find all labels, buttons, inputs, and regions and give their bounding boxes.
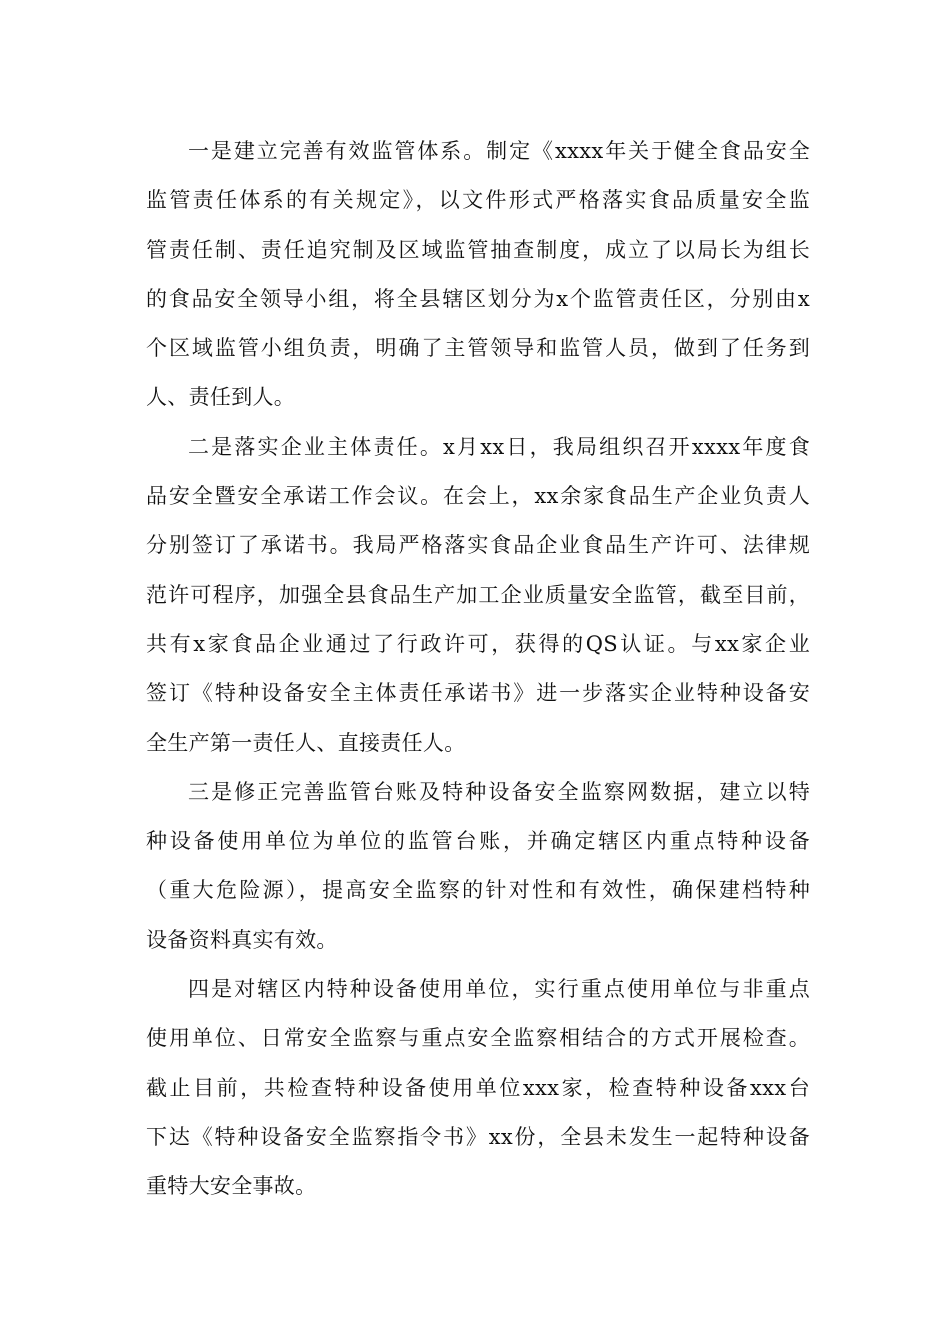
paragraph-line: 分别签订了承诺书。我局严格落实食品企业食品生产许可、法律规	[146, 533, 810, 558]
paragraph-line: 签订《特种设备安全主体责任承诺书》进一步落实企业特种设备安	[146, 681, 810, 706]
paragraph-line: 三是修正完善监管台账及特种设备安全监察网数据，建立以特	[188, 779, 810, 804]
paragraph-line: 种设备使用单位为单位的监管台账，并确定辖区内重点特种设备	[146, 829, 810, 854]
paragraph-line: （重大危险源），提高安全监察的针对性和有效性，确保建档特种	[146, 878, 810, 903]
paragraph-1	[146, 127, 810, 423]
paragraph-line: 监管责任体系的有关规定》，以文件形式严格落实食品质量安全监	[146, 188, 810, 213]
paragraph-line: 二是落实企业主体责任。x月xx日，我局组织召开xxxx年度食	[188, 434, 810, 459]
paragraph-line: 共有x家食品企业通过了行政许可，获得的QS认证。与xx家企业	[146, 631, 810, 656]
paragraph-line: 下达《特种设备安全监察指令书》xx份，全县未发生一起特种设备	[146, 1124, 810, 1149]
paragraph-2	[146, 423, 810, 768]
paragraph-3	[146, 768, 810, 965]
paragraph-line: 的食品安全领导小组，将全县辖区划分为x个监管责任区，分别由x	[146, 286, 810, 311]
paragraph-line: 使用单位、日常安全监察与重点安全监察相结合的方式开展检查。	[146, 1026, 810, 1051]
paragraph-line: 范许可程序，加强全县食品生产加工企业质量安全监管，截至目前，	[146, 582, 810, 607]
paragraph-line: 截止目前，共检查特种设备使用单位xxx家，检查特种设备xxx台	[146, 1075, 810, 1100]
paragraph-line: 设备资料真实有效。	[146, 927, 338, 952]
paragraph-line: 一是建立完善有效监管体系。制定《xxxx年关于健全食品安全	[188, 139, 810, 163]
paragraph-4	[146, 965, 810, 1211]
paragraph-line: 人、责任到人。	[146, 385, 296, 410]
document-body	[146, 127, 810, 1212]
paragraph-line: 管责任制、责任追究制及区域监管抽查制度，成立了以局长为组长	[146, 237, 810, 262]
paragraph-line: 个区域监管小组负责，明确了主管领导和监管人员，做到了任务到	[146, 336, 810, 361]
paragraph-line: 重特大安全事故。	[146, 1174, 317, 1199]
paragraph-line: 四是对辖区内特种设备使用单位，实行重点使用单位与非重点	[188, 977, 810, 1002]
paragraph-line: 全生产第一责任人、直接责任人。	[146, 730, 466, 755]
paragraph-line: 品安全暨安全承诺工作会议。在会上，xx余家食品生产企业负责人	[146, 484, 810, 509]
